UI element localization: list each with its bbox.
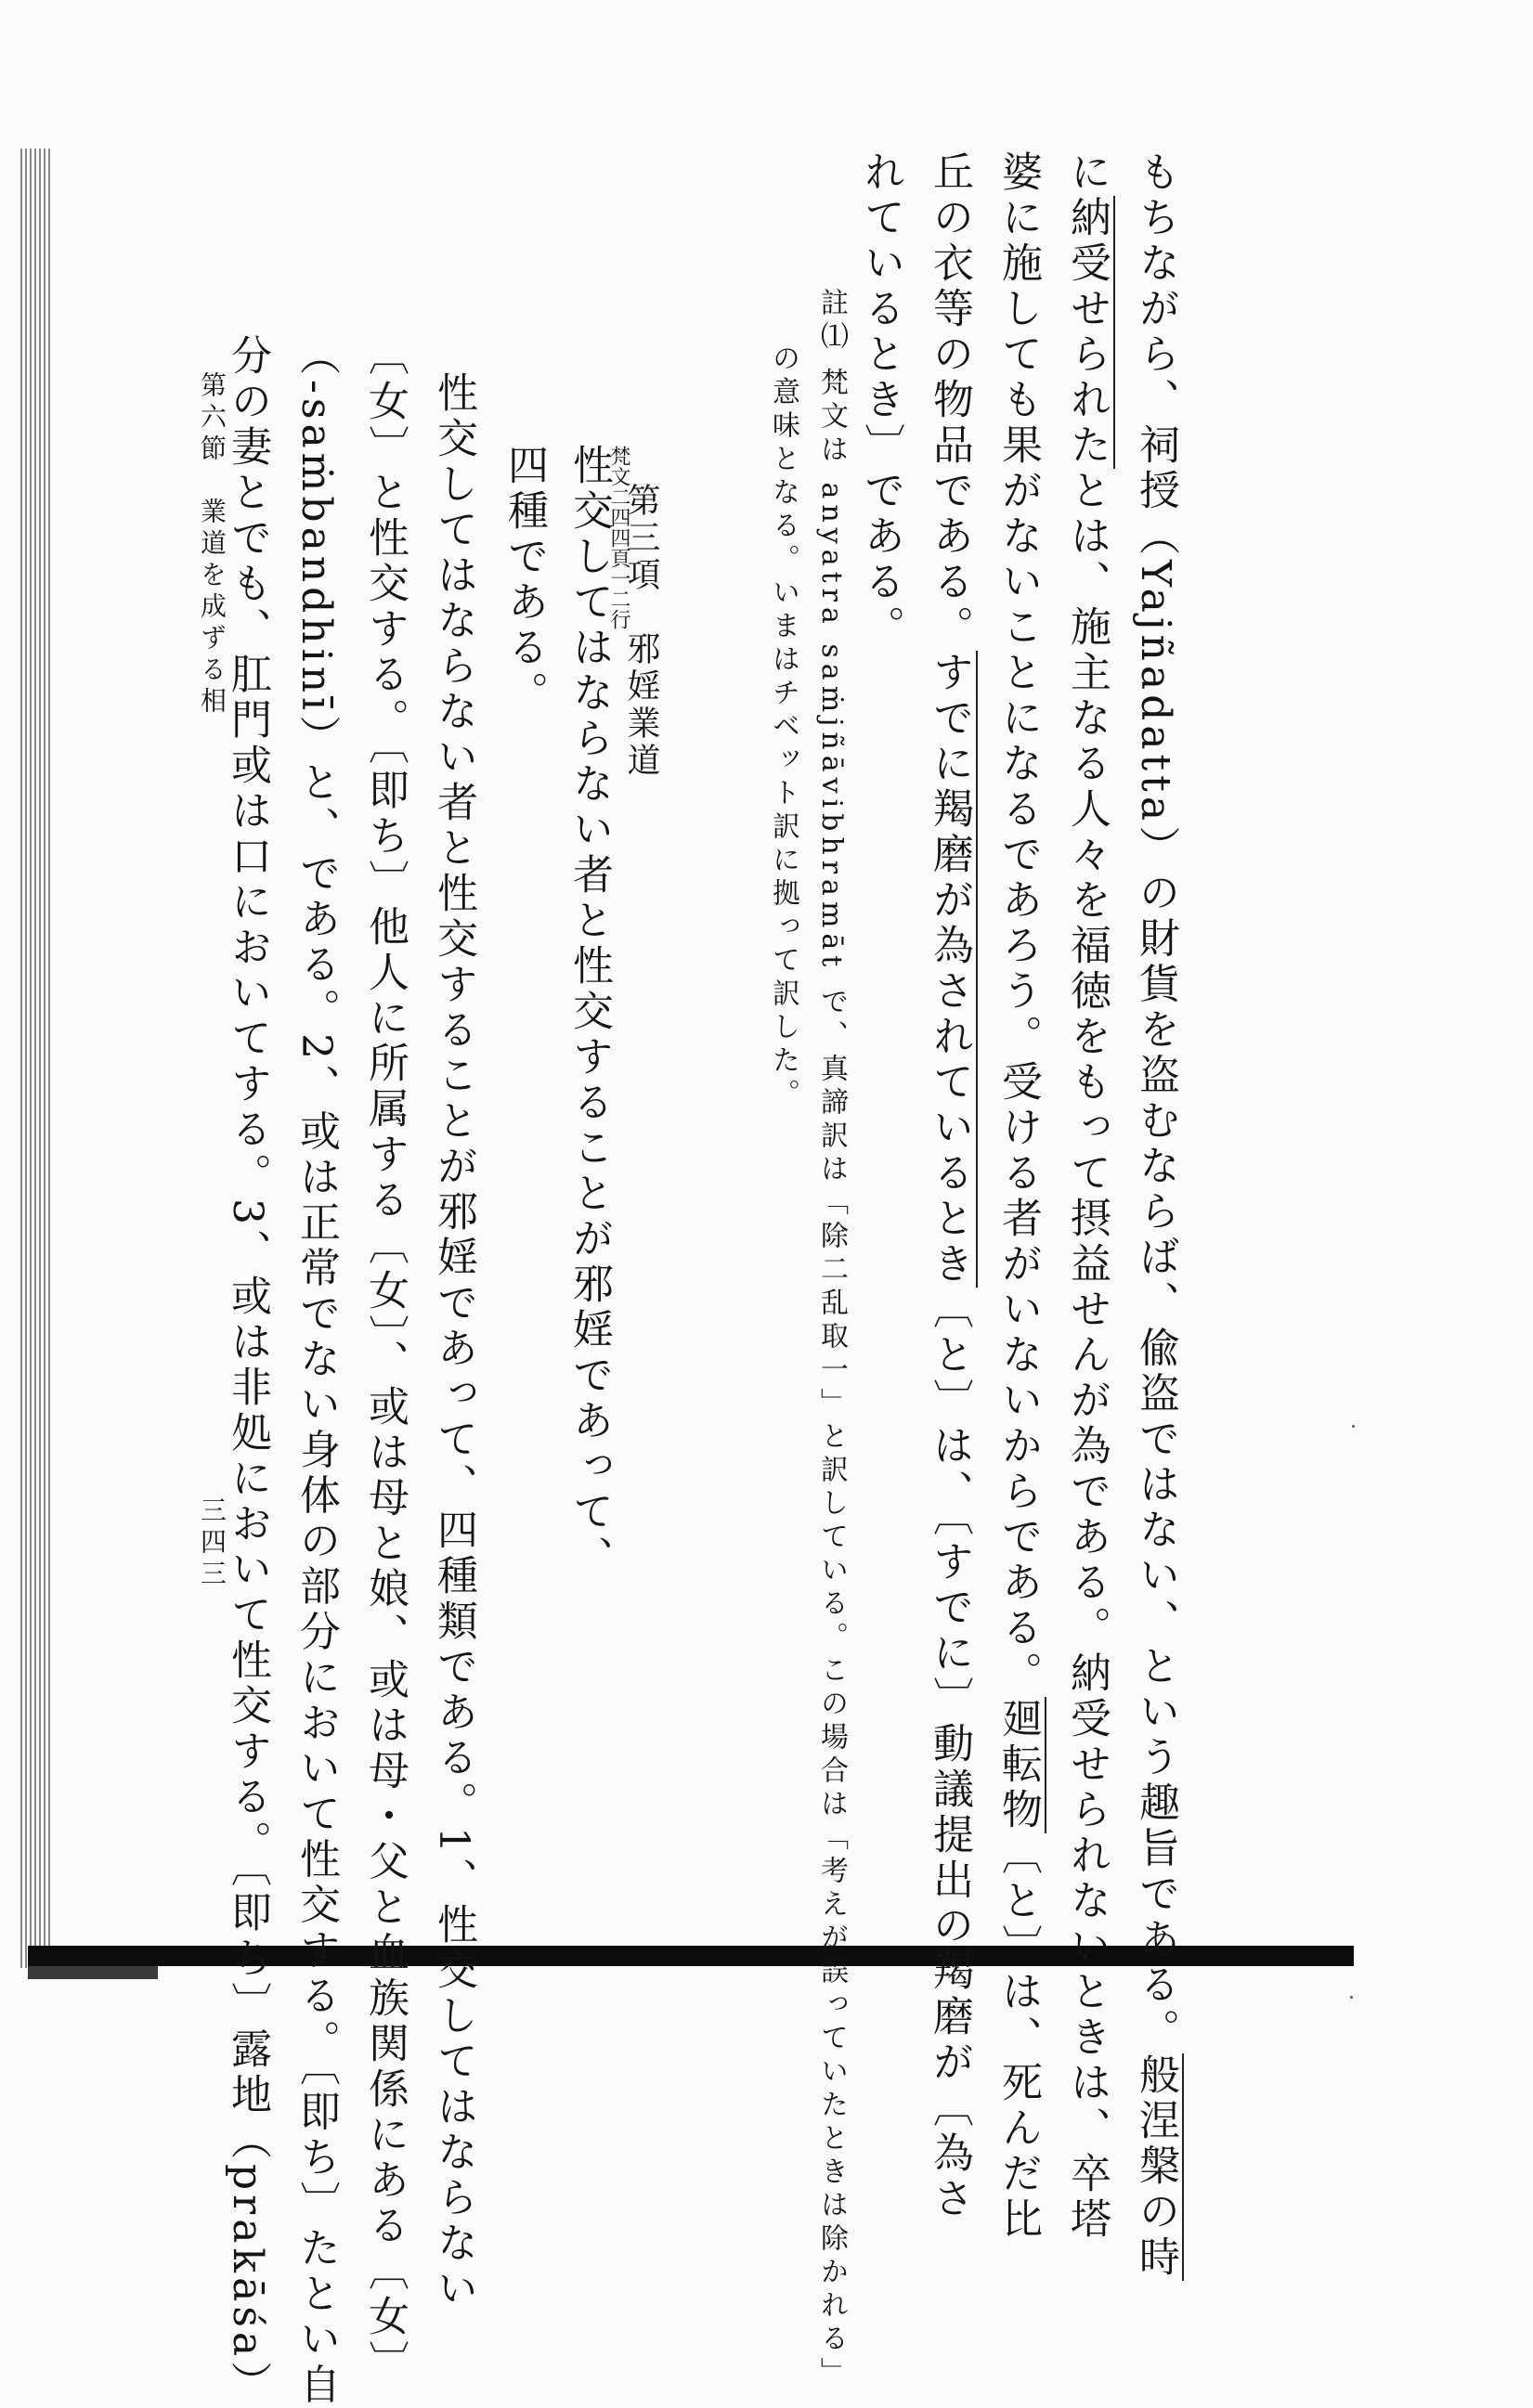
book-binding-edge (20, 149, 52, 1968)
para2-column-1: 性交してはならない者と性交することが邪婬であって、四種類である。1、性交してはならない (430, 371, 477, 2312)
scan-speck (1352, 1425, 1355, 1428)
para1-column-5: れているとき〕である。 (857, 150, 904, 651)
page-number: 三四三 (197, 1496, 227, 1591)
para2-column-2: 〔女〕と性交する。〔即ち〕他人に所属する〔女〕、或は母と娘、或は母・父と血族関係にある〔女〕 (361, 334, 409, 2386)
para1-column-3: 婆に施しても果がないことになるであろう。受ける者がいないからである。廻転物〔と〕は、死んだ比 (997, 150, 1038, 2243)
note-line-1: 註⑴梵文は anyatra saṁjñāvibhramāt で、真諦訳は「除二乱取一」と訳している。この場合は「考えが誤っていたときは除かれる」 (815, 288, 848, 2390)
page-bottom-edge-shadow (28, 1966, 158, 1979)
scan-speck (1350, 1996, 1353, 1999)
running-footer-section-title: 第六節 業道を成ずる相 (197, 371, 227, 719)
para1-column-4: 丘の衣等の物品である。すでに羯磨が為されているとき〔と〕は、〔すでに〕動議提出の羯磨が〔為さ (929, 150, 969, 2222)
section-heading: 第三項 邪婬業道 (622, 483, 660, 780)
note-line-2: の意味となる。いまはチベット訳に拠って訳した。 (767, 343, 799, 1112)
para1-column-1: もちながら、祠授（Yajñadatta）の財貨を盗むならば、偸盗ではない、という趣旨である。般涅槃の時 (1135, 150, 1176, 2281)
para2-column-3: （-saṁbandhinī）と、である。2、或は正常でない身体の部分において性交する。〔即ち〕たとい自 (292, 334, 340, 2408)
verse-line-1: 性交してはならない者と性交することが邪婬であって、 (565, 444, 613, 1581)
verse-line-2: 四種である。 (500, 444, 548, 717)
para1-column-2: に納受せられたとは、施主なる人々を福徳をもって摂益せんが為である。納受せられないときは、卒塔 (1066, 150, 1107, 2243)
para2-column-4: 分の妻とでも、肛門或は口においてする。3、或は非処において性交する。〔即ち〕露地（prakāśa） (224, 334, 271, 2407)
sanskrit-page-reference: 梵文二四四頁一二行 (607, 446, 630, 629)
